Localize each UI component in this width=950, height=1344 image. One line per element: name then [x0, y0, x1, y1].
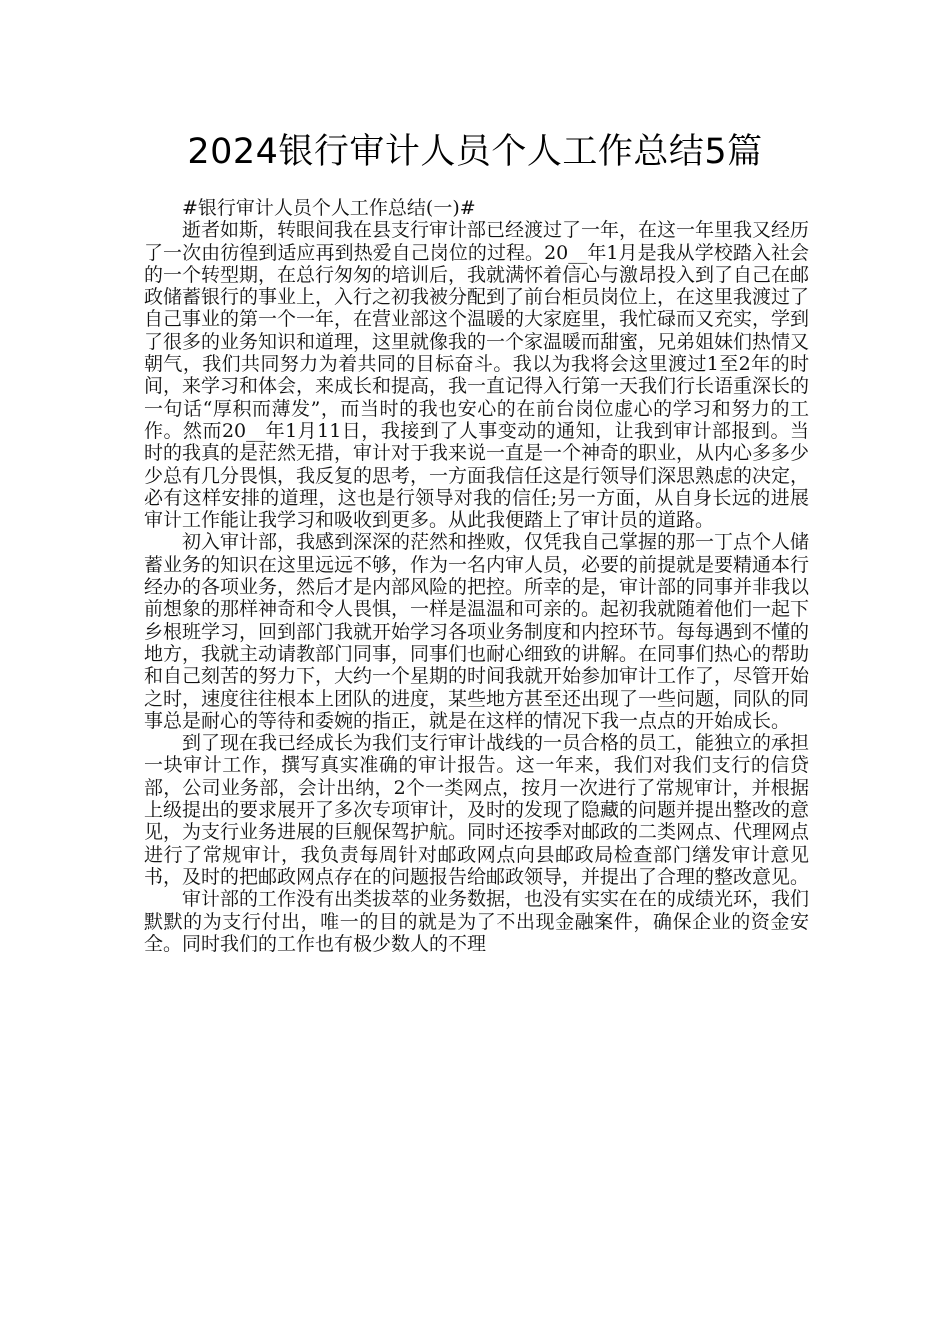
paragraph-4: 审计部的工作没有出类拔萃的业务数据，也没有实实在在的成绩光环，我们默默的为支行付出，唯一的目的就是为了不出现金融案件，确保企业的资金安全。同时我们的工作也有极少数人的不理 [144, 888, 810, 955]
document-title: 2024银行审计人员个人工作总结5篇 [187, 132, 763, 172]
section-heading: #银行审计人员个人工作总结(一)# [182, 197, 476, 219]
paragraph-1: 逝者如斯，转眼间我在县支行审计部已经渡过了一年，在这一年里我又经历了一次由彷徨到适应再到热爱自己岗位的过程。20__年1月是我从学校踏入社会的一个转型期，在总行匆匆的培训后，我就满怀着信心与激昂投入到了自己在邮政储蓄银行的事业上，入行之初我被分配到了前台柜员岗位上，在这里我渡过了自己事业的第一个一年，在营业部这个温暖的大家庭里，我忙碌而又充实，学到了很多的业务知识和道理，这里就像我的一个家温暖而甜蜜，兄弟姐妹们热情又朝气，我们共同努力为着共同的目标奋斗。我以为我将会这里渡过1至2年的时间，来学习和体会，来成长和提高，我一直记得入行第一天我们行长语重深长的一句话“厚积而薄发”，而当时的我也安心的在前台岗位虚心的学习和努力的工作。然而20__年1月11日，我接到了人事变动的通知，让我到审计部报到。当时的我真的是茫然无措，审计对于我来说一直是一个神奇的职业，从内心多多少少总有几分畏惧，我反复的思考，一方面我信任这是行领导们深思熟虑的决定，必有这样安排的道理，这也是行领导对我的信任;另一方面，从自身长远的进展审计工作能让我学习和吸收到更多。从此我便踏上了审计员的道路。 [144, 219, 810, 532]
paragraph-2: 初入审计部，我感到深深的茫然和挫败，仅凭我自己掌握的那一丁点个人储蓄业务的知识在这里远远不够，作为一名内审人员，必要的前提就是要精通本行经办的各项业务，然后才是内部风险的把控。所幸的是，审计部的同事并非我以前想象的那样神奇和令人畏惧，一样是温温和可亲的。起初我就随着他们一起下乡根班学习，回到部门我就开始学习各项业务制度和内控环节。每每遇到不懂的地方，我就主动请教部门同事，同事们也耐心细致的讲解。在同事们热心的帮助和自己刻苦的努力下，大约一个星期的时间我就开始参加审计工作了，尽管开始之时，速度往往根本上团队的进度，某些地方甚至还出现了一些问题，同队的同事总是耐心的等待和委婉的指正，就是在这样的情况下我一点点的开始成长。 [144, 531, 810, 732]
document-body [144, 197, 809, 955]
paragraph-3: 到了现在我已经成长为我们支行审计战线的一员合格的员工，能独立的承担一块审计工作，撰写真实准确的审计报告。这一年来，我们对我们支行的信贷部，公司业务部，会计出纳，2个一类网点，按月一次进行了常规审计，并根据上级提出的要求展开了多次专项审计，及时的发现了隐藏的问题并提出整改的意见，为支行业务进展的巨舰保驾护航。同时还按季对邮政的二类网点、代理网点进行了常规审计，我负责每周针对邮政网点向县邮政局检查部门缮发审计意见书，及时的把邮政网点存在的问题报告给邮政领导，并提出了合理的整改意见。 [144, 732, 810, 888]
